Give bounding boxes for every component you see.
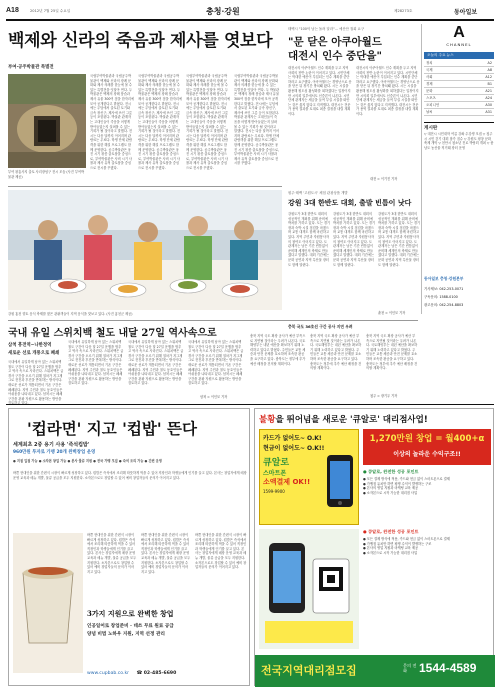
paper-name: 동아일보 [454, 9, 478, 16]
main-story-body-col4: 국립부여박물관과 국립공주박물관이 백제와 신라의 장례 문화와 제사 의례를 한눈에 볼 수 있는 특별전을 잇달아 연다. 두 박물관은 백제의 장례 풍습과 제사 유물 300여 점을 한자리에 모아 공개한다고 밝혔다. 전시에는 무덤에서 출토된 토기와 금속 장신구, 제사에 쓰인 그릇 등이 포함된다. 박물관 관계자는 고대인들이 죽음을 어떻게 받아들였는지 살펴볼 수 있는 기회가 될 것이라고 말했다. 전시는 다음 달까지 이어지며 관람료는 무료다. 학생 단체 관람객을 위한 해설 프로그램도 함께 운영한다. 공주박물관은 웅진 시기 왕릉 출토품을 중심으로, 부여박물관은 사비 시기 사찰과 제사 유적 출토품을 중심으로 전시를 꾸몄다. [234, 74, 280, 166]
qro-footer-bar [255, 655, 495, 687]
cupbab-sub2: 960만원 투자로 가맹 20개 완벽창업 운영 [13, 450, 96, 455]
qro-feature: ● 소자본으로 시작 가능한 대리점 사업 [363, 490, 418, 495]
cupbab-ad[interactable] [8, 408, 250, 686]
channel-logo-word: CHANNEL [446, 42, 472, 47]
gangwon-byline: 춘천 = 이인모 기자 [378, 311, 406, 315]
cupbab-footer [87, 671, 247, 676]
right-headline-line2: 대전시 인수 중단을" [288, 50, 382, 62]
qro-headline-pre: 불황 [259, 415, 276, 425]
qro-features-title-2: ● 큐알로, 완전한 성공 포인트 [363, 529, 419, 534]
cupbab-menu-text: 바쁜 현대인을 위한 간편식 시장이 빠르게 성장하고 있다. 컵밥은 즉석에서 조리해 따뜻하게 먹을 수 있어 직장인과 학생들에게 인기를 끌고 있다. 본사는 창업자에게 매장 운영 교육과 메뉴 개발, 물류 공급을 모두 지원한다. 소자본으로도 창업할 수 있어 예비 창업자들의 문의가 이어지고 있다. [87, 533, 137, 574]
qro-footer-phone[interactable]: 1544-4589 [419, 661, 477, 675]
railway-byline: 삼척 = 이인모 기자 [200, 395, 228, 399]
qro-startup: 1,270만원 창업 = 월400+α [369, 434, 485, 444]
cupbab-sub1: 세계최초 2중 용기 사용 '즉석컵밥' [13, 442, 90, 448]
qro-feature: ● 본사의 영업 지원과 마케팅 교육 제공 [363, 486, 419, 491]
sidebar-item[interactable]: 정치 A2 [426, 61, 492, 65]
bottom-mid-body-col1: 충북 지역 국도 확장 공사가 예산 부족으로 지연될 것이라는 우려가 나온다. 국토해양부는 내년 예산을 확보하기 위해 노력하고 있다고 밝혔다. 주민들은 교통 체증과 안전 문제를 호소하며 조속한 완공을 요구하고 있다. 충북도는 정부에 추가 예산 배정을 건의할 계획이다. [250, 334, 306, 366]
cupbab-product-photo [13, 533, 83, 673]
cupbab-headline: '컵라면' 지고 '컵밥' 뜬다 [27, 419, 197, 438]
sidebar-item[interactable]: 날씨 A31 [426, 110, 492, 114]
channel-sidebar [424, 24, 494, 314]
bottom-mid-byline: 청주 = 장기우 기자 [370, 394, 398, 398]
masthead [6, 5, 494, 19]
festival-photo-caption: 강원 홍천 향토 음식 축제를 찾은 관광객들이 지역 음식을 맛보고 있다. (사진 홍천군 제공) [8, 312, 133, 316]
ad-separator [6, 404, 494, 405]
bottom-mid-body-col3: 충북 지역 국도 확장 공사가 예산 부족으로 지연될 것이라는 우려가 나온다. 국토해양부는 내년 예산을 확보하기 위해 노력하고 있다고 밝혔다. 주민들은 교통 체증과 안전 문제를 호소하며 조속한 완공을 요구하고 있다. 충북도는 정부에 추가 예산 배정을 건의할 계획이다. [366, 334, 418, 371]
sidebar-item[interactable]: 국제 A8 [426, 68, 492, 72]
festival-photo [8, 190, 282, 310]
qro-brand-sub2: 소액결제 OK!! [263, 478, 311, 486]
bottom-mid-kicker: 충북 국도 36호선 구간 공사 지연 우려 [288, 324, 353, 329]
section-rule-1 [8, 186, 282, 187]
qro-feature: ● 가맹점 유치만 하면 평생 수익이 발생하는 구조 [363, 481, 432, 486]
gangwon-body-col1: 강원도가 3대 한반도 대회의 성공적인 개최를 위해 준비에 박차를 가하고 있다. 도는 경기장과 숙박 시설 점검을 마쳤으며 교통 대책도 함께 마련하고 있다. 지역 주민과 자원봉사자의 참여도 이어지고 있다. 도 관계자는 남은 기간 빈틈없이 준비해 세계인의 축제로 만들겠다고 말했다. 대회 기간에는 문화 공연과 지역 특산물 장터도 함께 열린다. [288, 212, 331, 267]
tomb-photo [8, 74, 86, 168]
sidebar-item[interactable]: 스포츠 A24 [426, 96, 492, 100]
section-rule-2 [8, 320, 418, 321]
sidebar-item[interactable]: 문화 A21 [426, 89, 492, 93]
qro-headline-rest: 을 뛰어넘을 새로운 '큐알로' 대리점사업! [275, 415, 428, 425]
contact-3: 광고문의: 042-254-8803 [424, 303, 464, 307]
main-story-body-col2: 국립부여박물관과 국립공주박물관이 백제와 신라의 장례 문화와 제사 의례를 한눈에 볼 수 있는 특별전을 잇달아 연다. 두 박물관은 백제의 장례 풍습과 제사 유물 300여 점을 한자리에 모아 공개한다고 밝혔다. 전시에는 무덤에서 출토된 토기와 금속 장신구, 제사에 쓰인 그릇 등이 포함된다. 박물관 관계자는 고대인들이 죽음을 어떻게 받아들였는지 살펴볼 수 있는 기회가 될 것이라고 말했다. 전시는 다음 달까지 이어지며 관람료는 무료다. 학생 단체 관람객을 위한 해설 프로그램도 함께 운영한다. 공주박물관은 웅진 시기 왕릉 출토품을 중심으로, 부여박물관은 사비 시기 사찰과 제사 유적 출토품을 중심으로 전시를 꾸몄다. [138, 74, 183, 170]
tomb-photo-caption: 부여 왕흥사지 출토 사리장엄구 전시 모습 (사진 부여박물관 제공) [8, 170, 85, 179]
main-story-body-col3: 국립부여박물관과 국립공주박물관이 백제와 신라의 장례 문화와 제사 의례를 한눈에 볼 수 있는 특별전을 잇달아 연다. 두 박물관은 백제의 장례 풍습과 제사 유물 300여 점을 한자리에 모아 공개한다고 밝혔다. 전시에는 무덤에서 출토된 토기와 금속 장신구, 제사에 쓰인 그릇 등이 포함된다. 박물관 관계자는 고대인들이 죽음을 어떻게 받아들였는지 살펴볼 수 있는 기회가 될 것이라고 말했다. 전시는 다음 달까지 이어지며 관람료는 무료다. 학생 단체 관람객을 위한 해설 프로그램도 함께 운영한다. 공주박물관은 웅진 시기 왕릉 출토품을 중심으로, 부여박물관은 사비 시기 사찰과 제사 유적 출토품을 중심으로 전시를 꾸몄다. [186, 74, 231, 170]
qro-feature: ● 모든 결제 방식에 적용, 카드와 현금 없이 스마트폰으로 결제 [363, 537, 450, 541]
contact-1: 기사제보: 042-253-0071 [424, 287, 464, 291]
cupbab-promo-headline: 3가지 지원으로 완벽한 창업 [87, 609, 174, 618]
cupbab-menu-text-3: 바쁜 현대인을 위한 간편식 시장이 빠르게 성장하고 있다. 컵밥은 즉석에서 조리해 따뜻하게 먹을 수 있어 직장인과 학생들에게 인기를 끌고 있다. 본사는 창업자에게 매장 운영 교육과 메뉴 개발, 물류 공급을 모두 지원한다. 소자본으로도 창업할 수 있어 예비 창업자들의 문의가 이어지고 있다. [195, 533, 247, 570]
qro-brand-sub: 스마트폰 [263, 470, 287, 477]
cupbab-menu-text-2: 바쁜 현대인을 위한 간편식 시장이 빠르게 성장하고 있다. 컵밥은 즉석에서 조리해 따뜻하게 먹을 수 있어 직장인과 학생들에게 인기를 끌고 있다. 본사는 창업자에게 매장 운영 교육과 메뉴 개발, 물류 공급을 모두 지원한다. 소자본으로도 창업할 수 있어 예비 창업자들의 문의가 이어지고 있다. [141, 533, 191, 574]
bottom-mid-body-col2: 충북 지역 국도 확장 공사가 예산 부족으로 지연될 것이라는 우려가 나온다. 국토해양부는 내년 예산을 확보하기 위해 노력하고 있다고 밝혔다. 주민들은 교통 체증과 안전 문제를 호소하며 조속한 완공을 요구하고 있다. 충북도는 정부에 추가 예산 배정을 건의할 계획이다. [310, 334, 362, 371]
masthead-rule [6, 19, 494, 21]
gangwon-kicker: 원주·태백 '고원도시' 체험 관광상품 개발 [288, 191, 348, 195]
sidebar-item[interactable]: 오피니언 A30 [426, 103, 492, 107]
main-subhead: 부여·공주박물관 특별전 [8, 65, 54, 70]
cupbab-promo-line1: 인공일어로 창업준비 · 데쓰 무료 원료 공급 [87, 624, 174, 629]
sidebar-item[interactable]: 사회 A12 [426, 75, 492, 79]
section-title: 충청·강원 [206, 6, 240, 16]
channel-logo-letter: A [453, 24, 465, 41]
qro-footer-title: 전국지역대리점모집 [261, 664, 357, 677]
railway-body-col4: 국내에서 유일하게 남아 있는 스위치백 철도 구간이 다음 달 27일 운행을 멈추고 역사 속으로 사라진다. 스위치백은 급경사 구간을 오르기 위해 열차가 지그재그로 전진과 후진을 반복하는 방식이다. 새로운 선로가 개통되면서 기존 구간은 폐쇄된다. 지역 주민과 철도 동호인들은 아쉬움을 나타내고 있다. 삼척시는 폐쇄 구간을 관광 자원으로 활용하는 방안을 검토하고 있다. [188, 340, 244, 386]
right-story-body-col2: 대전시의 아쿠아월드 인수 계획을 두고 지역 사회의 찬반 논란이 이어지고 있다. 시민단체는 막대한 예산이 투입되는 인수 계획을 중단하라고 요구했다. 아쿠아월드는 경영난으로 문을 닫은 뒤 장기간 방치돼 왔다. 시는 시설을 활용해 원도심 활성화를 꾀하겠다는 입장이지만 시의회 일부에서도 신중론이 나온다. 시민단체 관계자는 세금을 들여 부실 시설을 떠안는 것은 옳지 않다고 지적했다. 대전시는 전문가 용역 결과를 토대로 최종 결정을 내릴 계획이다. [356, 66, 420, 116]
railway-body-col2: 국내에서 유일하게 남아 있는 스위치백 철도 구간이 다음 달 27일 운행을 멈추고 역사 속으로 사라진다. 스위치백은 급경사 구간을 오르기 위해 열차가 지그재그로 전진과 후진을 반복하는 방식이다. 새로운 선로가 개통되면서 기존 구간은 폐쇄된다. 지역 주민과 철도 동호인들은 아쉬움을 나타내고 있다. 삼척시는 폐쇄 구간을 관광 자원으로 활용하는 방안을 검토하고 있다. [68, 340, 124, 386]
sidebar-item[interactable]: 경제 B1 [426, 82, 492, 86]
edition-number: 제28273호 [394, 9, 413, 13]
right-headline-line1: "문 닫은 아쿠아월드 [288, 36, 382, 48]
cupbab-promo-line2: 양념 비법 노하우 지원, 지역 선정 관리 [87, 632, 165, 637]
sidebar-title: 오늘의 주요 뉴스 [427, 53, 454, 57]
qro-feature: ● 소자본으로 시작 가능한 대리점 사업 [363, 550, 418, 555]
main-story-body-col1: 국립부여박물관과 국립공주박물관이 백제와 신라의 장례 문화와 제사 의례를 한눈에 볼 수 있는 특별전을 잇달아 연다. 두 박물관은 백제의 장례 풍습과 제사 유물 300여 점을 한자리에 모아 공개한다고 밝혔다. 전시에는 무덤에서 출토된 토기와 금속 장신구, 제사에 쓰인 그릇 등이 포함된다. 박물관 관계자는 고대인들이 죽음을 어떻게 받아들였는지 살펴볼 수 있는 기회가 될 것이라고 말했다. 전시는 다음 달까지 이어지며 관람료는 무료다. 학생 단체 관람객을 위한 해설 프로그램도 함께 운영한다. 공주박물관은 웅진 시기 왕릉 출토품을 중심으로, 부여박물관은 사비 시기 사찰과 제사 유적 출토품을 중심으로 전시를 꾸몄다. [90, 74, 135, 170]
right-story-body-col1: 대전시의 아쿠아월드 인수 계획을 두고 지역 사회의 찬반 논란이 이어지고 있다. 시민단체는 막대한 예산이 투입되는 인수 계획을 중단하라고 요구했다. 아쿠아월드는 경영난으로 문을 닫은 뒤 장기간 방치돼 왔다. 시는 시설을 활용해 원도심 활성화를 꾀하겠다는 입장이지만 시의회 일부에서도 신중론이 나온다. 시민단체 관계자는 세금을 들여 부실 시설을 떠안는 것은 옳지 않다고 지적했다. 대전시는 전문가 용역 결과를 토대로 최종 결정을 내릴 계획이다. [288, 66, 352, 116]
right-story-byline: 대전 = 이기진 기자 [370, 177, 398, 181]
qro-footer-label: 문의 전화 [403, 663, 417, 673]
qro-card-line2: 현금이 없어도~ O.K!! [263, 445, 325, 452]
qro-startup-box [363, 429, 491, 465]
qro-features-title: ● 큐알로, 완전한 성공 포인트 [363, 469, 419, 474]
qro-phone-graphic [325, 453, 355, 509]
gangwon-body-col3: 강원도가 3대 한반도 대회의 성공적인 개최를 위해 준비에 박차를 가하고 있다. 도는 경기장과 숙박 시설 점검을 마쳤으며 교통 대책도 함께 마련하고 있다. 지역 주민과 자원봉사자의 참여도 이어지고 있다. 도 관계자는 남은 기간 빈틈없이 준비해 세계인의 축제로 만들겠다고 말했다. 대회 기간에는 문화 공연과 지역 특산물 장터도 함께 열린다. [378, 212, 421, 267]
qro-features [363, 477, 491, 495]
qro-card-line1: 카드가 없어도~ O.K! [263, 435, 322, 442]
railway-subhead-1: 삼척 흥전역~나한정역 [8, 343, 52, 348]
gangwon-body-col2: 강원도가 3대 한반도 대회의 성공적인 개최를 위해 준비에 박차를 가하고 있다. 도는 경기장과 숙박 시설 점검을 마쳤으며 교통 대책도 함께 마련하고 있다. 지역 주민과 자원봉사자의 참여도 이어지고 있다. 도 관계자는 남은 기간 빈틈없이 준비해 세계인의 축제로 만들겠다고 말했다. 대회 기간에는 문화 공연과 지역 특산물 장터도 함께 열린다. [333, 212, 376, 267]
cupbab-url[interactable]: www.cupbab.co.kr [87, 671, 130, 676]
sidebar-title-bar [424, 52, 494, 59]
qro-headline [259, 413, 491, 425]
sidebar-divider [421, 24, 422, 314]
channel-logo [424, 24, 494, 50]
cupbab-bullets: ● 지점 입점 가능 ● 소자본 창업 가능 ● 본사 물류 지원 ● 전국 가맹 모집 ● 즉석 조리 가능 ● 간편 운영 [13, 459, 162, 463]
issue-date: 2012년 7월 25일 수요일 [30, 9, 71, 13]
qro-startup-sub: 이상의 놀라운 수익구조!! [393, 451, 461, 458]
railway-body-col1: 국내에서 유일하게 남아 있는 스위치백 철도 구간이 다음 달 27일 운행을 멈추고 역사 속으로 사라진다. 스위치백은 급경사 구간을 오르기 위해 열차가 지그재그로 전진과 후진을 반복하는 방식이다. 새로운 선로가 개통되면서 기존 구간은 폐쇄된다. 지역 주민과 철도 동호인들은 아쉬움을 나타내고 있다. 삼척시는 폐쇄 구간을 관광 자원으로 활용하는 방안을 [8, 360, 64, 401]
qro-feature: ● 모든 결제 방식에 적용, 카드와 현금 없이 스마트폰으로 결제 [363, 477, 450, 481]
gangwon-headline: 강원 3대 한반도 대회, 출발 빈틈이 낫다 [288, 198, 412, 207]
phone-icon: ☎ [136, 671, 143, 676]
railway-headline: 국내 유일 스위치백 철도 내달 27일 역사속으로 [8, 328, 217, 339]
qro-brand: 큐알로 [263, 458, 290, 468]
page-number: A18 [6, 7, 19, 14]
railway-body-col3: 국내에서 유일하게 남아 있는 스위치백 철도 구간이 다음 달 27일 운행을 멈추고 역사 속으로 사라진다. 스위치백은 급경사 구간을 오르기 위해 열차가 지그재그로 전진과 후진을 반복하는 방식이다. 새로운 선로가 개통되면서 기존 구간은 폐쇄된다. 지역 주민과 철도 동호인들은 아쉬움을 나타내고 있다. 삼척시는 폐쇄 구간을 관광 자원으로 활용하는 방안을 검토하고 있다. [128, 340, 184, 386]
sidebar-items [424, 60, 494, 116]
contact-2: 구독문의: 1588-0100 [424, 295, 458, 299]
main-headline: 백제와 신라의 죽음과 제사를 엿보다 [8, 31, 273, 51]
qro-product-photo [259, 529, 359, 649]
cupbab-body: 바쁜 현대인을 위한 간편식 시장이 빠르게 성장하고 있다. 컵밥은 즉석에서 조리해 따뜻하게 먹을 수 있어 직장인과 학생들에게 인기를 끌고 있다. 본사는 창업자에게 매장 운영 교육과 메뉴 개발, 물류 공급을 모두 지원한다. 소자본으로도 창업할 수 있어 예비 창업자들의 문의가 이어지고 있다. [13, 471, 247, 480]
qro-ad[interactable] [254, 408, 494, 686]
qro-phone-small[interactable]: 1599-9900 [263, 489, 285, 494]
right-story-kicker: 태백시 "100억 남는 돌려 달라"… 예산안 철회 요구 [288, 27, 365, 31]
notice-title: 게시판 [424, 122, 494, 131]
contact-title: 동아일보 충청·강원본부 [424, 276, 464, 281]
notice-body: ▽ 대전시 시민대학 여름 강좌 수강생 모집 ▽ 청주시 시민 걷기 대회 참가 접수 ▽ 강원도 평창 문화 축제 개막 ▽ 천안시 청소년 진로 박람회 개최 ▽ 충남도 농산물 직거래 장터 운영 [424, 132, 494, 150]
qro-feature: ● 가맹점 유치만 하면 평생 수익이 발생하는 구조 [363, 541, 432, 546]
cupbab-phone[interactable]: 02-485-6690 [143, 671, 177, 676]
railway-subhead-2: 새로운 선로 개통으로 폐쇄 [8, 351, 60, 356]
qro-feature: ● 본사의 영업 지원과 마케팅 교육 제공 [363, 546, 419, 551]
qro-features-2 [363, 537, 491, 555]
